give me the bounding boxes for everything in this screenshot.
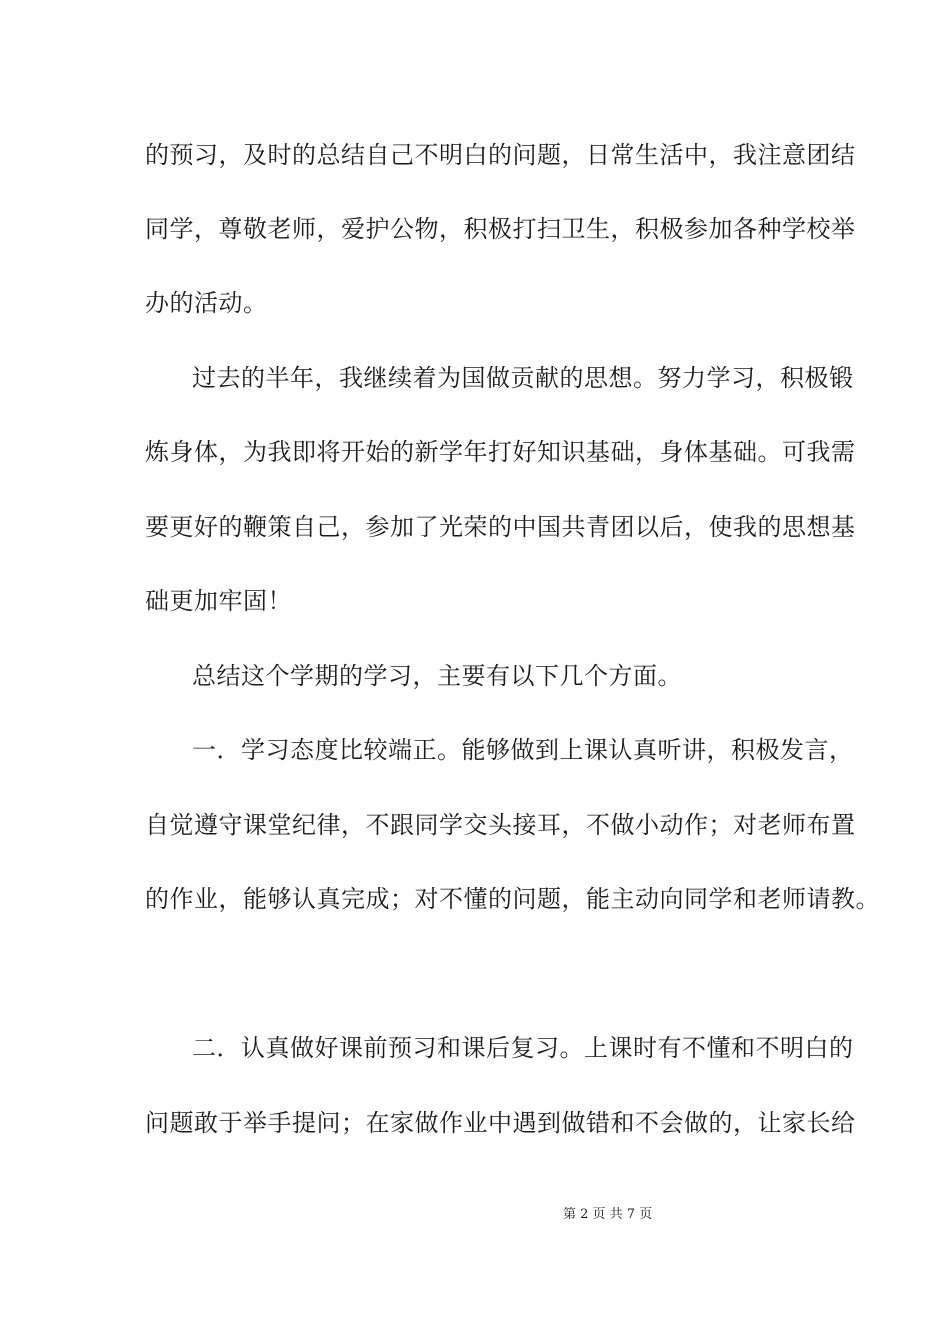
text-line: 的作业，能够认真完成；对不懂的问题，能主动向同学和老师请教。 [145, 885, 880, 913]
text-line: 二．认真做好课前预习和课后复习。上课时有不懂和不明白的 [192, 1034, 854, 1062]
page-number: 第 2 页 共 7 页 [563, 1207, 653, 1222]
text-line: 的预习，及时的总结自己不明白的问题，日常生活中，我注意团结 [145, 141, 856, 169]
text-line: 问题敢于举手提问；在家做作业中遇到做错和不会做的，让家长给 [145, 1109, 856, 1137]
text-line: 础更加牢固！ [145, 587, 292, 615]
text-line: 同学，尊敬老师，爱护公物，积极打扫卫生，积极参加各种学校举 [145, 215, 856, 243]
text-line: 要更好的鞭策自己，参加了光荣的中国共青团以后，使我的思想基 [145, 513, 856, 541]
text-line: 过去的半年，我继续着为国做贡献的思想。努力学习，积极锻 [192, 364, 854, 392]
text-line: 总结这个学期的学习，主要有以下几个方面。 [192, 662, 682, 690]
text-line: 办的活动。 [145, 289, 268, 317]
text-line: 自觉遵守课堂纪律，不跟同学交头接耳，不做小动作；对老师布置 [145, 811, 856, 839]
text-line: 炼身体，为我即将开始的新学年打好知识基础，身体基础。可我需 [145, 438, 856, 466]
text-line: 一．学习态度比较端正。能够做到上课认真听讲，积极发言， [192, 736, 854, 764]
